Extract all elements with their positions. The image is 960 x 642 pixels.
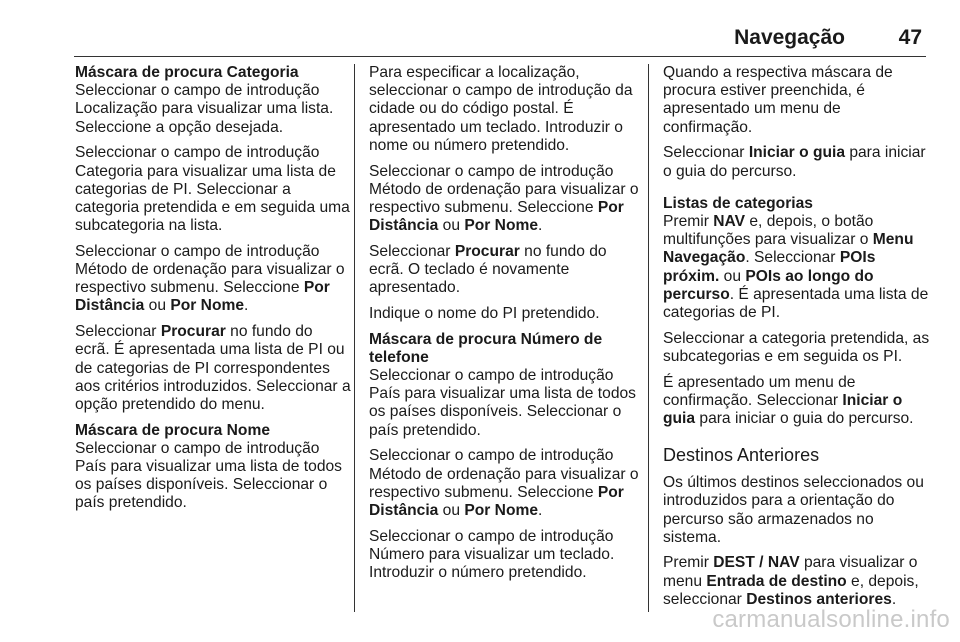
paragraph: Seleccionar a categoria pretendida, as subcategorias e em seguida os PI. — [663, 329, 930, 365]
text: Seleccionar o campo de introdução Método de ordenação para visualizar o respectivo submenu. Seleccione — [75, 242, 345, 297]
text: . Seleccionar — [745, 249, 840, 267]
category-heading: Máscara de procura Categoria — [75, 64, 299, 81]
paragraph — [663, 554, 933, 609]
page-header — [0, 22, 960, 52]
paragraph: Seleccionar o campo de introdução País para visualizar uma lista de todos os países disponíveis. Seleccionar o país pretendido. — [369, 367, 636, 439]
name-section — [75, 422, 351, 513]
text: ou — [438, 217, 465, 235]
column-2 — [369, 64, 644, 590]
column-1 — [75, 64, 351, 520]
text: e, depois, seleccionar — [663, 572, 919, 608]
bold-term: Entrada de destino — [706, 572, 847, 590]
text: Seleccionar — [369, 242, 455, 260]
text: Seleccionar o campo de introdução Método de ordenação para visualizar o respectivo submenu. Seleccione — [369, 447, 639, 501]
column-divider-2 — [648, 64, 649, 612]
watermark: carmanualsonline.info — [712, 606, 950, 633]
page-number: 47 — [898, 26, 922, 49]
bold-term: Por Nome — [464, 217, 539, 235]
column-3 — [663, 64, 933, 617]
text: . — [244, 297, 249, 315]
text: . — [891, 590, 897, 608]
text: ou — [719, 267, 746, 285]
paragraph — [75, 243, 351, 316]
text: para iniciar o guia do percurso. — [695, 409, 914, 427]
text: Seleccionar — [75, 323, 161, 341]
bold-term: Procurar — [160, 323, 226, 341]
paragraph — [663, 374, 933, 429]
paragraph: Seleccionar o campo de introdução Categoria para visualizar uma lista de categorias de PI. Seleccionar a categoria pretendida e em seguida uma subcategoria na lista. — [75, 144, 350, 235]
paragraph — [369, 243, 644, 298]
phone-section — [369, 331, 644, 440]
paragraph: Indique o nome do PI pretendido. — [369, 304, 600, 322]
bold-term: Por Nome — [170, 297, 245, 315]
paragraph: Seleccionar o campo de introdução Localização para visualizar uma lista. Seleccione a opção desejada. — [75, 82, 334, 136]
bold-term: NAV — [713, 212, 746, 230]
text: ou — [438, 501, 465, 519]
bold-term: Destinos anteriores — [746, 590, 892, 608]
paragraph: Seleccionar o campo de introdução País para visualizar uma lista de todos os países disponíveis. Seleccionar o país pretendido. — [75, 439, 342, 512]
text: É apresentado um menu de confirmação. Seleccionar — [663, 373, 856, 409]
column-divider-1 — [354, 64, 355, 612]
section-title: Navegação — [734, 26, 845, 49]
bold-term: Menu Navegação — [663, 231, 914, 267]
text: no fundo do ecrã. É apresentada uma lista de PI ou de categorias de PI correspondentes aos critérios introduzidos. Seleccionar a opção pretendido do menu. — [75, 323, 351, 413]
previous-destinations-heading: Destinos Anteriores — [663, 445, 820, 466]
text: ou — [144, 297, 171, 315]
bold-term: Por Nome — [464, 501, 539, 519]
paragraph — [75, 323, 351, 414]
bold-term: Por Distância — [369, 198, 624, 235]
text: para visualizar o menu — [663, 554, 918, 590]
bold-term: Iniciar o guia — [748, 144, 845, 162]
paragraph — [663, 144, 933, 180]
category-list-heading: Listas de categorias — [663, 194, 813, 212]
bold-term: Por Distância — [75, 279, 330, 315]
text: . — [538, 217, 543, 235]
text: Seleccionar o campo de introdução Método de ordenação para visualizar o respectivo submenu. Seleccione — [369, 162, 639, 216]
paragraph: Para especificar a localização, seleccionar o campo de introdução da cidade ou do código postal. É apresentado um teclado. Introduzir o nome ou número pretendido. — [369, 64, 633, 154]
text: Seleccionar — [663, 144, 749, 162]
bold-term: Por Distância — [369, 483, 624, 519]
bold-term: Iniciar o guia — [663, 391, 903, 427]
bold-term: POIs ao longo do percurso — [663, 267, 874, 303]
category-list-section — [663, 195, 933, 322]
paragraph: Quando a respectiva máscara de procura estiver preenchida, é apresentado um menu de confirmação. — [663, 64, 893, 136]
text: para iniciar o guia do percurso. — [663, 144, 926, 180]
phone-heading: Máscara de procura Número de telefone — [369, 330, 603, 366]
bold-term: DEST / NAV — [713, 554, 800, 572]
text: Premir — [663, 212, 714, 230]
name-heading: Máscara de procura Nome — [75, 421, 270, 439]
text: e, depois, o botão multifunções para visualizar o — [663, 212, 874, 249]
text: no fundo do ecrã. O teclado é novamente apresentado. — [369, 242, 607, 297]
category-section — [75, 64, 351, 137]
bold-term: POIs próxim. — [663, 249, 876, 285]
paragraph: Os últimos destinos seleccionados ou introduzidos para a orientação do percurso são armazenados no sistema. — [663, 474, 924, 546]
header-divider — [74, 56, 926, 57]
text: Premir — [663, 554, 714, 572]
paragraph: Seleccionar o campo de introdução Número para visualizar um teclado. Introduzir o número pretendido. — [369, 527, 615, 582]
text: . — [538, 501, 543, 519]
text: . É apresentada uma lista de categorias de PI. — [663, 285, 929, 321]
paragraph — [369, 163, 644, 236]
paragraph — [369, 447, 644, 520]
bold-term: Procurar — [454, 242, 520, 260]
